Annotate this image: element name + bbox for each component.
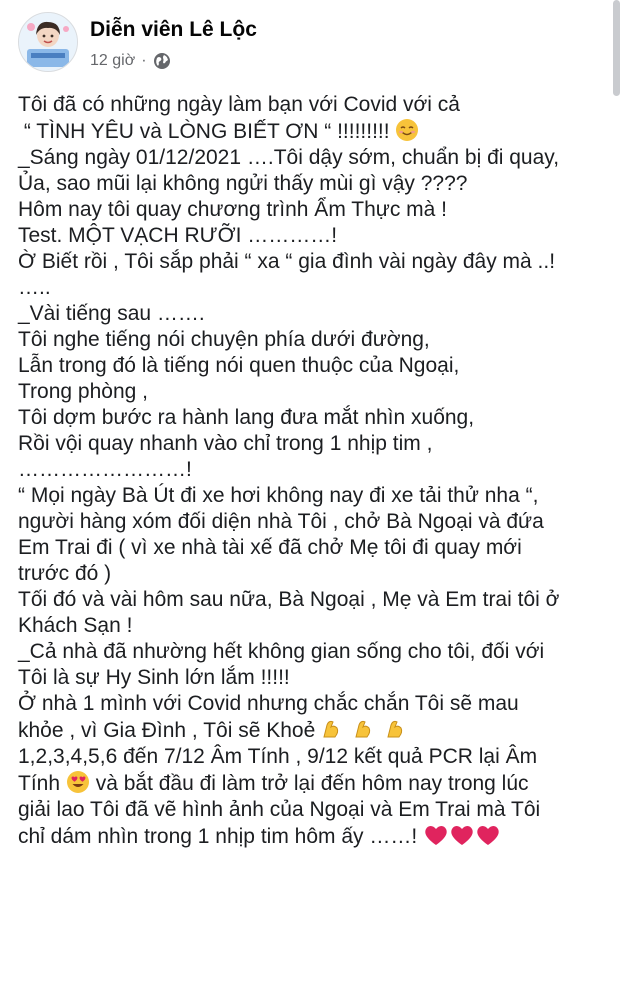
post-line: Tôi là sự Hy Sinh lớn lắm !!!!! [18,666,290,689]
flexed-biceps-emoji [385,717,411,741]
post-line: Ủa, sao mũi lại không ngửi thấy mùi gì vậy ???? [18,172,468,195]
meta-separator: · [141,52,147,69]
post-line: ….. [18,276,51,299]
post-line: Hôm nay tôi quay chương trình Ẩm Thực mà ! [18,198,448,221]
post-line: Em Trai đi ( vì xe nhà tài xế đã chở Mẹ tôi đi quay mới [18,536,522,559]
author-avatar[interactable] [18,12,78,72]
post-line: người hàng xóm đối diện nhà Tôi , chở Bà Ngoại và đứa [18,510,544,533]
post-line: “ Mọi ngày Bà Út đi xe hơi không nay đi xe tải thử nha “, [18,484,539,507]
post-line: _Vài tiếng sau ……. [18,302,205,325]
post-line-text: Tính [18,772,66,795]
post-line: Test. MỘT VẠCH RƯỠI …………! [18,224,338,247]
post-line: 1,2,3,4,5,6 đến 7/12 Âm Tính , 9/12 kết quả PCR lại Âm [18,745,538,768]
post-line: _Cả nhà đã nhường hết không gian sống cho tôi, đối với [18,640,545,663]
heart-eyes-emoji [66,770,90,794]
author-name[interactable]: Diễn viên Lê Lộc [90,18,257,41]
post-text [18,92,610,850]
post-line: Ờ Biết rồi , Tôi sắp phải “ xa “ gia đình vài ngày đây mà ..! [18,250,556,273]
post-header [18,12,578,78]
post-line: Tôi đã có những ngày làm bạn với Covid với cả [18,93,460,116]
post-line: giải lao Tôi đã vẽ hình ảnh của Ngoại và Em Trai mà Tôi [18,798,541,821]
post-line-text: và bắt đầu đi làm trở lại đến hôm nay trong lúc [89,772,529,795]
post-line: Tôi dợm bước ra hành lang đưa mắt nhìn xuống, [18,406,475,429]
red-heart-emoji [475,823,501,847]
post-line: Trong phòng , [18,380,148,403]
post-line-text: khỏe , vì Gia Đình , Tôi sẽ Khoẻ [18,719,322,742]
post-line: Ở nhà 1 mình với Covid nhưng chắc chắn Tôi sẽ mau [18,692,519,715]
post-line: Tối đó và vài hôm sau nữa, Bà Ngoại , Mẹ và Em trai tôi ở [18,588,560,611]
post-line: Tôi nghe tiếng nói chuyện phía dưới đường, [18,328,430,351]
flexed-biceps-emoji [353,717,385,741]
post-time[interactable]: 12 giờ [90,52,136,69]
post-line-with-emoji [18,770,610,797]
globe-icon[interactable] [153,52,171,70]
red-heart-emoji [423,823,449,847]
post-line-with-emoji [18,823,610,850]
post-line-with-emoji [18,717,610,744]
smiling-face-emoji [395,118,419,142]
red-heart-emoji [449,823,475,847]
post-line: Lẫn trong đó là tiếng nói quen thuộc của Ngoại, [18,354,460,377]
post-meta [90,52,171,70]
post-line-text: “ TÌNH YÊU và LÒNG BIẾT ƠN “ !!!!!!!!! [18,120,396,143]
flexed-biceps-emoji [321,717,353,741]
post-line: trước đó ) [18,562,112,585]
scrollbar-thumb[interactable] [613,0,620,96]
post-line: Rồi vội quay nhanh vào chỉ trong 1 nhịp tim , [18,432,433,455]
post-line: ……………………! [18,458,192,481]
post-line: Khách Sạn ! [18,614,133,637]
post-line: _Sáng ngày 01/12/2021 ….Tôi dậy sớm, chuẩn bị đi quay, [18,146,560,169]
post-line-with-emoji [18,118,610,145]
post-line-text: chỉ dám nhìn trong 1 nhịp tim hôm ấy ……! [18,825,424,848]
